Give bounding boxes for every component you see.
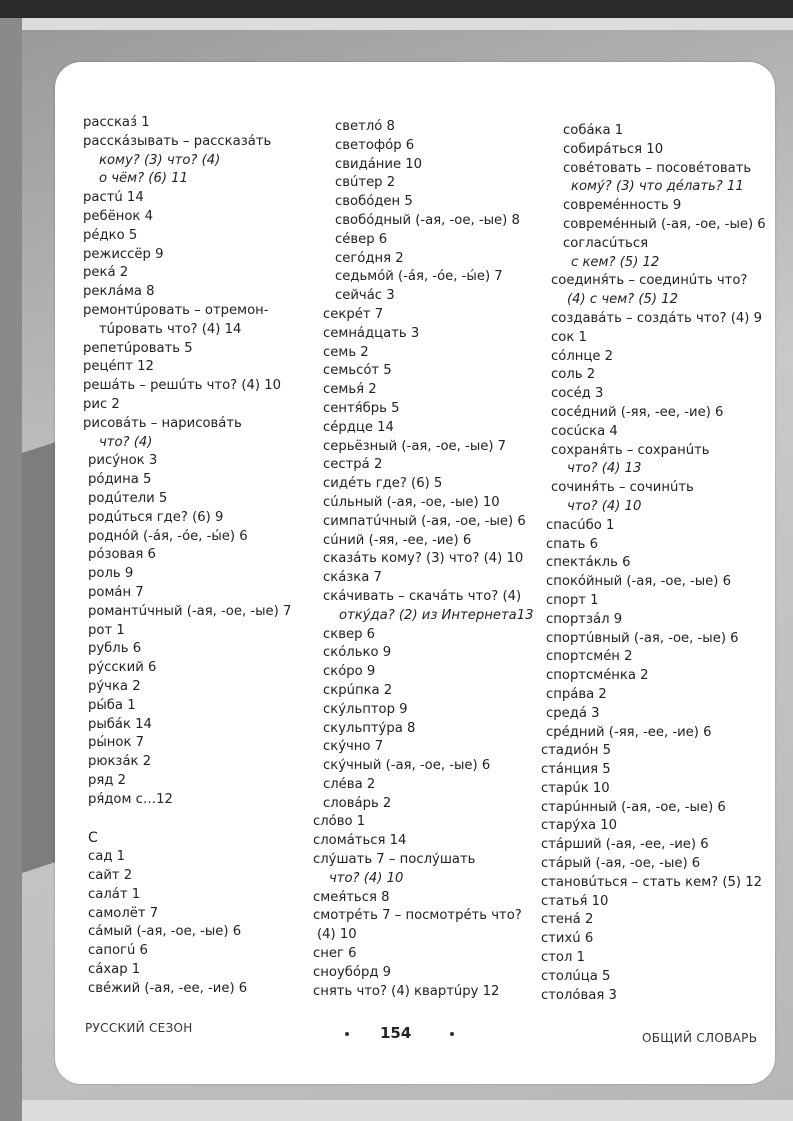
dictionary-entry-continuation: что? (4) 10	[567, 498, 642, 514]
dictionary-entry: рисýнок 3	[88, 453, 158, 469]
dictionary-entry: скульптýра 8	[323, 720, 416, 736]
dictionary-entry: расскáзывать – рассказáть	[83, 133, 272, 149]
dictionary-entry-continuation: о чём? (6) 11	[99, 171, 188, 187]
dictionary-entry: сегóдня 2	[335, 250, 404, 266]
dictionary-entry: совремéнность 9	[563, 198, 682, 214]
dictionary-entry: свидáние 10	[335, 156, 423, 172]
dictionary-entry-continuation: тúровать что? (4) 14	[99, 321, 242, 337]
dictionary-entry: стáрый (-ая, -ое, -ые) 6	[541, 856, 701, 872]
dictionary-entry: скýльптор 9	[323, 701, 408, 717]
dictionary-entry: слýшать 7 – послýшать	[313, 852, 476, 868]
dictionary-entry: ры́ба 1	[88, 697, 136, 713]
dictionary-entry-continuation: кому? (3) что? (4)	[99, 152, 221, 168]
dictionary-entry: скáзка 7	[323, 570, 382, 586]
dictionary-entry: стол 1	[541, 950, 586, 966]
dictionary-entry: сайт 2	[88, 868, 133, 884]
dictionary-entry: реклáма 8	[83, 284, 155, 300]
dictionary-entry: ря́дом с…12	[88, 791, 173, 807]
dictionary-entry: романтúчный (-ая, -ое, -ые) 7	[88, 603, 292, 619]
dictionary-entry: рéдко 5	[83, 227, 138, 243]
dictionary-entry: слóво 1	[313, 814, 366, 830]
dictionary-entry: ряд 2	[88, 772, 127, 788]
dictionary-entry: смотрéть 7 – посмотрéть что?	[313, 908, 522, 924]
page-number: 154	[380, 1024, 412, 1042]
dictionary-entry: срéдний (-яя, -ее, -ие) 6	[546, 724, 712, 740]
dictionary-entry: роднóй (-áя, -óе, -ы́е) 6	[88, 528, 248, 544]
dictionary-entry: сидéть где? (6) 5	[323, 476, 443, 492]
dictionary-entry: рубль 6	[88, 641, 142, 657]
dictionary-entry: семь 2	[323, 344, 369, 360]
dictionary-entry: родúться где? (6) 9	[88, 509, 224, 525]
dictionary-entry: сúний (-яя, -ее, -ие) 6	[323, 532, 472, 548]
dictionary-entry: родúтели 5	[88, 490, 168, 506]
dictionary-entry: спортúвный (-ая, -ое, -ые) 6	[546, 630, 739, 646]
dictionary-entry: сóлнце 2	[551, 348, 614, 364]
dictionary-entry: смея́ться 8	[313, 889, 390, 905]
dictionary-entry: самолёт 7	[88, 905, 159, 921]
dictionary-entry: растú 14	[83, 190, 144, 206]
dictionary-entry: сохраня́ть – сохранúть	[551, 442, 710, 458]
dictionary-entry: спортсмéнка 2	[546, 668, 649, 684]
dictionary-entry: собáка 1	[563, 123, 624, 138]
dictionary-entry: спортзáл 9	[546, 611, 623, 627]
dictionary-entry: становúться – стать кем? (5) 12	[541, 874, 762, 890]
dictionary-entry: сосéд 3	[551, 386, 604, 402]
dictionary-entry: собирáться 10	[563, 141, 664, 157]
dictionary-entry-continuation: (4) с чем? (5) 12	[567, 292, 679, 308]
section-title: ОБЩИЙ СЛОВАРЬ	[642, 1031, 758, 1045]
dictionary-entry: спрáва 2	[546, 686, 607, 702]
dictionary-entry: салáт 1	[88, 886, 141, 902]
dictionary-entry-continuation: что? (4) 13	[567, 461, 642, 477]
dictionary-column-2	[313, 118, 534, 1001]
dictionary-entry: скóлько 9	[323, 645, 392, 661]
dictionary-entry: секрéт 7	[323, 306, 384, 322]
dictionary-entry: столóвая 3	[541, 987, 617, 1003]
dictionary-entry-continuation: комý? (3) что дéлать? 11	[571, 179, 744, 195]
dictionary-entry: семьсóт 5	[323, 363, 392, 379]
dictionary-entry: стихú 6	[541, 931, 594, 947]
dictionary-entry: спорт 1	[546, 592, 599, 608]
dictionary-entry: статья́ 10	[541, 893, 609, 909]
dictionary-entry: скóро 9	[323, 664, 376, 680]
dictionary-entry: средá 3	[546, 705, 600, 721]
dictionary-entry: рýчка 2	[88, 678, 141, 694]
dictionary-entry: сад 1	[88, 849, 126, 865]
dictionary-entry: свобóден 5	[335, 194, 413, 210]
footer-dot-right	[450, 1032, 454, 1036]
cover-left-strip	[0, 18, 22, 1121]
dictionary-entry: совéтовать – посовéтовать	[563, 160, 752, 176]
dictionary-entry: соль 2	[551, 367, 596, 383]
dictionary-entry: создавáть – создáть что? (4) 9	[551, 310, 762, 326]
dictionary-entry: рецéпт 12	[83, 359, 154, 375]
dictionary-entry: сúльный (-ая, -ое, -ые) 10	[323, 494, 500, 510]
dictionary-entry: сестрá 2	[323, 457, 383, 473]
dictionary-entry: стенá 2	[541, 912, 594, 928]
dictionary-entry: снять что? (4) квартúру 12	[313, 983, 500, 999]
dictionary-entry: ремонтúровать – отремон-	[83, 302, 269, 318]
dictionary-entry: режиссёр 9	[83, 246, 164, 262]
dictionary-entry: сáхар 1	[88, 962, 141, 978]
dictionary-entry: решáть – решúть что? (4) 10	[83, 378, 282, 394]
dictionary-entry: скýчный (-ая, -ое, -ые) 6	[323, 758, 491, 774]
dictionary-entry: свúтер 2	[335, 175, 396, 191]
dictionary-entry: рассказ́ 1	[83, 115, 150, 130]
dictionary-entry-continuation: откýда? (2) из Интернета13	[339, 607, 534, 623]
dictionary-entry: стадиóн 5	[541, 743, 611, 759]
dictionary-entry: ромáн 7	[88, 584, 144, 600]
dictionary-entry: сок 1	[551, 329, 587, 345]
section-letter: С	[88, 830, 98, 847]
dictionary-entry: семья́ 2	[323, 382, 377, 398]
dictionary-entry: стáнция 5	[541, 762, 611, 778]
dictionary-entry: соединя́ть – соединúть что?	[551, 273, 748, 289]
dictionary-entry: семнáдцать 3	[323, 325, 420, 341]
scan-top-edge	[0, 0, 793, 18]
dictionary-entry: старúк 10	[541, 780, 610, 796]
dictionary-column-1	[83, 114, 305, 999]
dictionary-entry: спектáкль 6	[546, 555, 631, 571]
dictionary-entry: седьмóй (-áя, -óе, -ы́е) 7	[335, 269, 503, 285]
dictionary-entry: симпатúчный (-ая, -ое, -ые) 6	[323, 513, 526, 529]
dictionary-entry: сказáть кому? (3) что? (4) 10	[323, 551, 524, 567]
dictionary-entry: совремéнный (-ая, -ое, -ые) 6	[563, 216, 766, 232]
dictionary-entry: свéжий (-ая, -ее, -ие) 6	[88, 980, 248, 996]
dictionary-entry: сапогú 6	[88, 943, 148, 959]
dictionary-entry: скрúпка 2	[323, 682, 393, 698]
dictionary-entry: рот 1	[88, 622, 125, 638]
dictionary-entry: ры́нок 7	[88, 735, 145, 751]
dictionary-entry: старúнный (-ая, -ое, -ые) 6	[541, 799, 726, 815]
dictionary-entry: сноубóрд 9	[313, 964, 392, 980]
dictionary-entry: спокóйный (-ая, -ое, -ые) 6	[546, 574, 731, 590]
dictionary-entry-continuation: с кем? (5) 12	[571, 254, 660, 270]
dictionary-entry: светлó 8	[335, 119, 395, 134]
dictionary-entry: репетúровать 5	[83, 340, 193, 356]
book-title: РУССКИЙ СЕЗОН	[85, 1021, 193, 1035]
dictionary-entry: сейчáс 3	[335, 288, 395, 304]
dictionary-column-3	[541, 122, 769, 1005]
dictionary-entry: скýчно 7	[323, 739, 384, 755]
dictionary-entry: сосúска 4	[551, 423, 618, 439]
footer-dot-left	[345, 1032, 349, 1036]
dictionary-entry: рисовáть – нарисовáть	[83, 415, 242, 431]
dictionary-entry: спортсмéн 2	[546, 649, 633, 665]
dictionary-entry: стáрший (-ая, -ее, -ие) 6	[541, 837, 709, 853]
dictionary-entry: рóзовая 6	[88, 547, 156, 563]
dictionary-entry: рекá 2	[83, 265, 129, 281]
dictionary-entry: сáмый (-ая, -ое, -ые) 6	[88, 924, 242, 940]
dictionary-entry: рис 2	[83, 396, 120, 412]
dictionary-entry: рыбáк 14	[88, 716, 152, 732]
dictionary-entry: сочиня́ть – сочинúть	[551, 480, 694, 496]
dictionary-entry: спать 6	[546, 536, 598, 552]
dictionary-entry: рюкзáк 2	[88, 754, 152, 770]
dictionary-entry: спасúбо 1	[546, 517, 615, 533]
section-gap	[83, 809, 305, 829]
dictionary-entry: сентя́брь 5	[323, 400, 400, 416]
dictionary-entry: светофóр 6	[335, 137, 415, 153]
dictionary-entry: старýха 10	[541, 818, 618, 834]
dictionary-entry: свобóдный (-ая, -ое, -ые) 8	[335, 212, 520, 228]
dictionary-entry: словáрь 2	[323, 795, 392, 811]
dictionary-entry: сквер 6	[323, 626, 376, 642]
dictionary-entry: рóдина 5	[88, 472, 152, 488]
dictionary-entry-continuation: что? (4) 10	[329, 870, 404, 886]
dictionary-entry: сломáться 14	[313, 833, 407, 849]
dictionary-entry-continuation: что? (4)	[99, 434, 153, 450]
dictionary-entry: рýсский 6	[88, 660, 157, 676]
dictionary-entry: сéвер 6	[335, 231, 388, 247]
dictionary-entry: столúца 5	[541, 968, 611, 984]
dictionary-entry: ребёнок 4	[83, 208, 153, 224]
dictionary-entry: снег 6	[313, 946, 357, 962]
dictionary-entry: согласúться	[563, 235, 649, 251]
dictionary-entry-continuation: (4) 10	[317, 927, 357, 943]
dictionary-entry: слéва 2	[323, 776, 376, 792]
dictionary-entry: сосéдний (-яя, -ее, -ие) 6	[551, 404, 724, 420]
dictionary-entry: сéрдце 14	[323, 419, 394, 435]
dictionary-entry: роль 9	[88, 566, 134, 582]
dictionary-entry: скáчивать – скачáть что? (4)	[323, 588, 522, 604]
dictionary-entry: серьёзный (-ая, -ое, -ые) 7	[323, 438, 507, 454]
